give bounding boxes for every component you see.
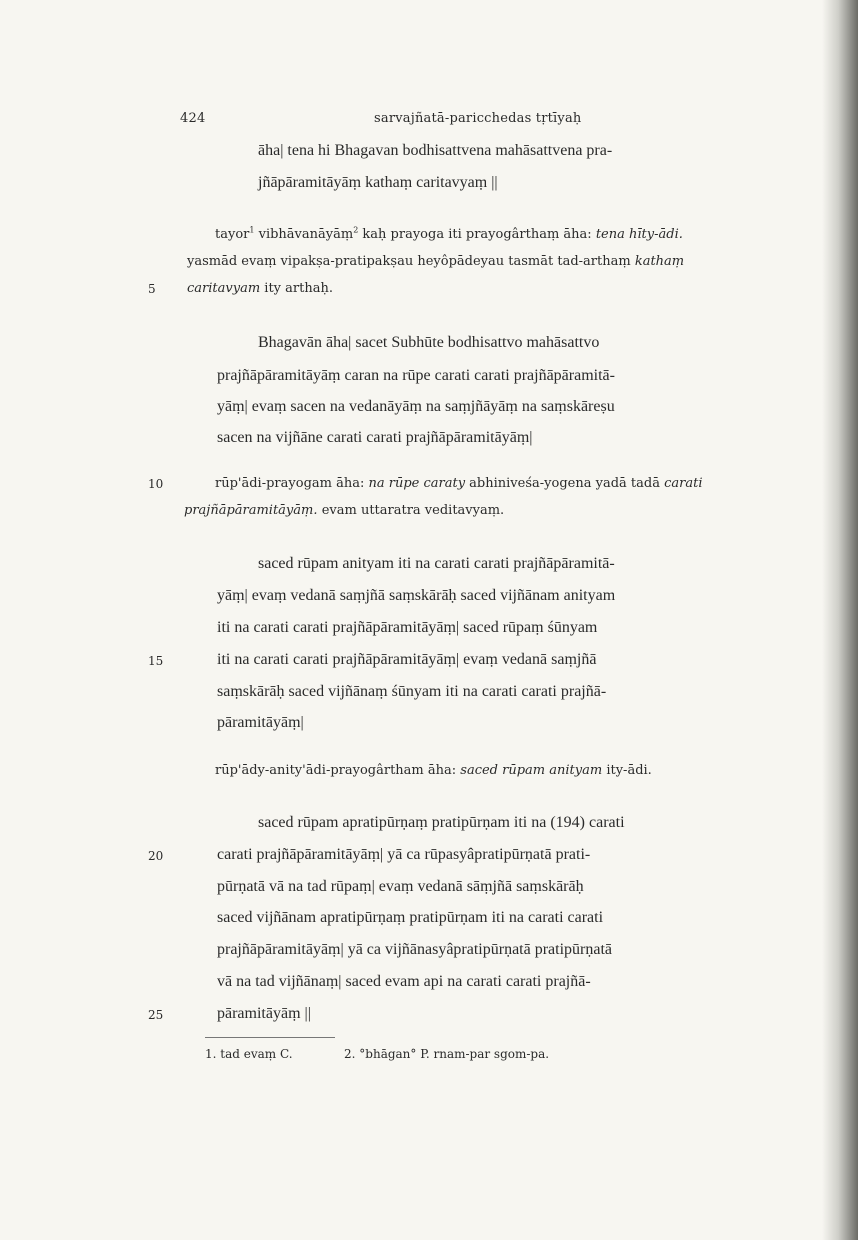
text-line: prajñāpāramitāyāṃ| yā ca vijñānasyâpratipūrṇatā pratipūrṇatā [217,941,613,958]
commentary-line: caritavyam ity arthaḥ. [187,281,333,296]
text-line: pāramitāyāṃ || [217,1005,311,1022]
footnote-rule [205,1037,335,1038]
commentary-line: rūp'ādy-anity'ādi-prayogârtham āha: saced rūpam anityam ity-ādi. [215,763,652,778]
text-line: pūrṇatā vā na tad rūpaṃ| evaṃ vedanā sāṃjñā saṃskārāḥ [217,878,584,895]
text-line: yāṃ| evaṃ vedanā saṃjñā saṃskārāḥ saced vijñānam anityam [217,587,616,604]
commentary-line: rūp'ādi-prayogam āha: na rūpe caraty abhiniveśa-yogena yadā tadā carati [215,476,703,491]
text-line: carati prajñāpāramitāyāṃ| yā ca rūpasyâpratipūrṇatā prati- [217,846,591,863]
text-line: saṃskārāḥ saced vijñānaṃ śūnyam iti na carati carati prajñā- [217,683,607,700]
footnote: 1. tad evaṃ C. [205,1047,293,1061]
commentary-line: tayor$^1$ vibhāvanāyāṃ$^2$ kaḥ prayoga iti prayogârthaṃ āha: tena hīty-ādi. [215,225,683,242]
text-line: sacen na vijñāne carati carati prajñāpāramitāyāṃ| [217,429,533,446]
text-line: iti na carati carati prajñāpāramitāyāṃ| evaṃ vedanā saṃjñā [217,651,597,668]
text-line: āha| tena hi Bhagavan bodhisattvena mahāsattvena pra- [258,142,613,159]
text-line: saced rūpam anityam iti na carati carati prajñāpāramitā- [258,555,615,572]
commentary-line: yasmād evaṃ vipakṣa-pratipakṣau heyôpādeyau tasmāt tad-arthaṃ kathaṃ [187,254,685,269]
text-line: yāṃ| evaṃ sacen na vedanāyāṃ na saṃjñāyāṃ na saṃskāreṣu [217,398,615,415]
line-number: 25 [148,1008,164,1022]
text-line: iti na carati carati prajñāpāramitāyāṃ| saced rūpaṃ śūnyam [217,619,598,636]
line-number: 20 [148,849,164,863]
text-line: saced vijñānam apratipūrṇaṃ pratipūrṇam iti na carati carati [217,909,604,926]
line-number: 10 [148,477,164,491]
line-number: 5 [148,282,156,296]
text-line: jñāpāramitāyāṃ kathaṃ caritavyaṃ || [258,174,498,191]
running-title: sarvajñatā-paricchedas tṛtīyaḥ [374,111,582,126]
text-line: vā na tad vijñānaṃ| saced evam api na carati carati prajñā- [217,973,591,990]
line-number: 15 [148,654,164,668]
text-line: saced rūpam apratipūrṇaṃ pratipūrṇam iti na (194) carati [258,814,625,831]
binding-shadow [822,0,858,1240]
page-number: 424 [180,111,206,126]
text-line: prajñāpāramitāyāṃ caran na rūpe carati carati prajñāpāramitā- [217,367,615,384]
footnote: 2. °bhāgan° P. rnam-par sgom-pa. [344,1047,550,1061]
commentary-line: prajñāpāramitāyāṃ. evam uttaratra veditavyaṃ. [184,503,505,518]
text-line: Bhagavān āha| sacet Subhūte bodhisattvo mahāsattvo [258,334,600,351]
text-line: pāramitāyāṃ| [217,714,304,731]
